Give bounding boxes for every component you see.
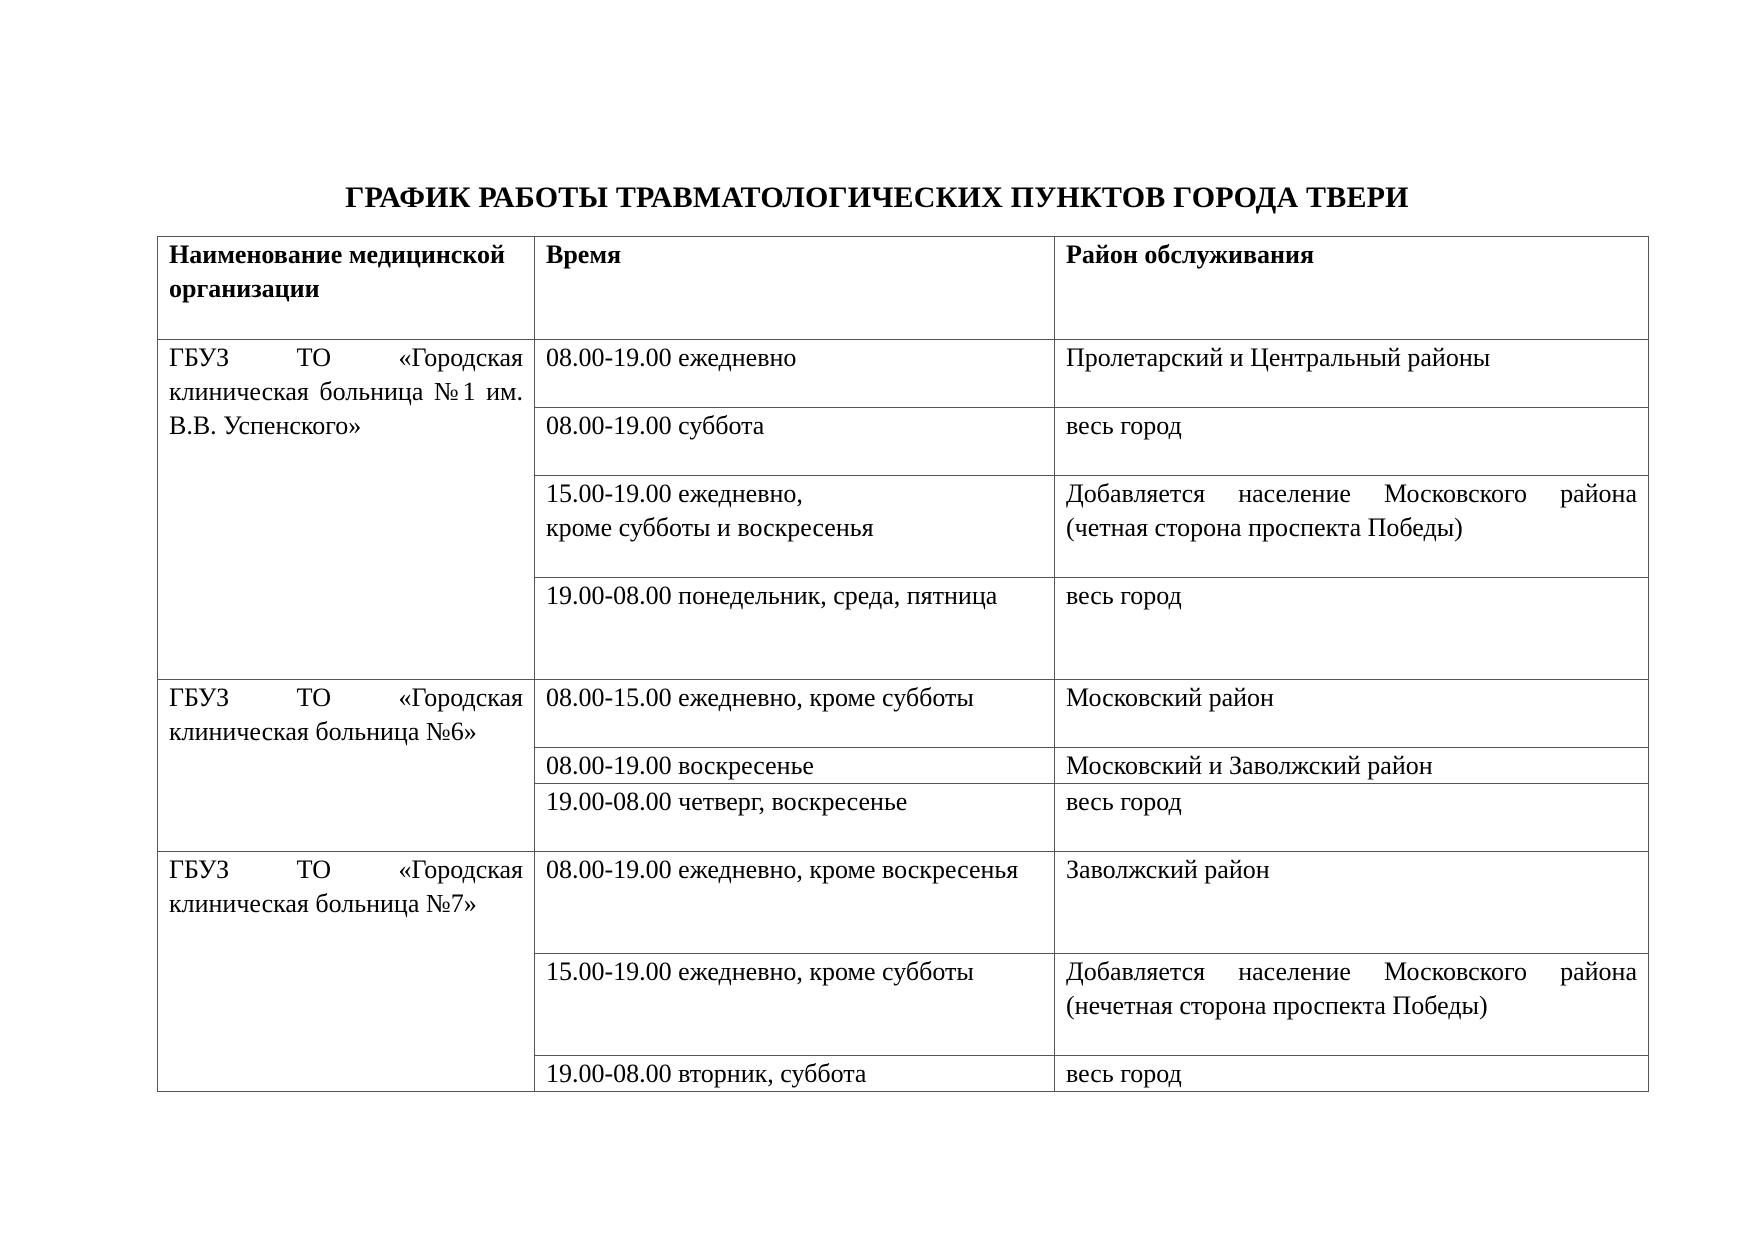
schedule-table bbox=[157, 236, 1649, 1092]
district-cell: Пролетарский и Центральный районы bbox=[1055, 340, 1649, 408]
time-cell: 15.00-19.00 ежедневно, кроме субботы и воскресенья bbox=[535, 476, 1055, 578]
district-cell: Московский и Заволжский район bbox=[1055, 748, 1649, 784]
header-organization: Наименование медицинской организации bbox=[158, 237, 535, 340]
time-cell: 08.00-15.00 ежедневно, кроме субботы bbox=[535, 680, 1055, 748]
page-title: ГРАФИК РАБОТЫ ТРАВМАТОЛОГИЧЕСКИХ ПУНКТОВ ГОРОДА ТВЕРИ bbox=[345, 181, 1409, 214]
time-cell: 08.00-19.00 воскресенье bbox=[535, 748, 1055, 784]
district-cell: весь город bbox=[1055, 408, 1649, 476]
organization-cell: ГБУЗ ТО «Городская клиническая больница №6» bbox=[158, 680, 535, 852]
district-cell: Заволжский район bbox=[1055, 852, 1649, 954]
organization-cell: ГБУЗ ТО «Городская клиническая больница №1 им. В.В. Успенского» bbox=[158, 340, 535, 680]
time-cell: 15.00-19.00 ежедневно, кроме субботы bbox=[535, 954, 1055, 1056]
table-row bbox=[158, 680, 1649, 748]
time-cell: 08.00-19.00 суббота bbox=[535, 408, 1055, 476]
header-row bbox=[158, 237, 1649, 340]
district-cell: Добавляется население Московского района (четная сторона проспекта Победы) bbox=[1055, 476, 1649, 578]
organization-cell: ГБУЗ ТО «Городская клиническая больница №7» bbox=[158, 852, 535, 1092]
district-cell: Московский район bbox=[1055, 680, 1649, 748]
time-cell: 19.00-08.00 четверг, воскресенье bbox=[535, 784, 1055, 852]
district-cell: весь город bbox=[1055, 578, 1649, 680]
header-time: Время bbox=[535, 237, 1055, 340]
time-cell: 19.00-08.00 вторник, суббота bbox=[535, 1056, 1055, 1092]
district-cell: весь город bbox=[1055, 1056, 1649, 1092]
time-cell: 08.00-19.00 ежедневно bbox=[535, 340, 1055, 408]
time-cell: 19.00-08.00 понедельник, среда, пятница bbox=[535, 578, 1055, 680]
table-row bbox=[158, 340, 1649, 408]
district-cell: Добавляется население Московского района (нечетная сторона проспекта Победы) bbox=[1055, 954, 1649, 1056]
district-cell: весь город bbox=[1055, 784, 1649, 852]
time-cell: 08.00-19.00 ежедневно, кроме воскресенья bbox=[535, 852, 1055, 954]
table-row bbox=[158, 852, 1649, 954]
header-district: Район обслуживания bbox=[1055, 237, 1649, 340]
